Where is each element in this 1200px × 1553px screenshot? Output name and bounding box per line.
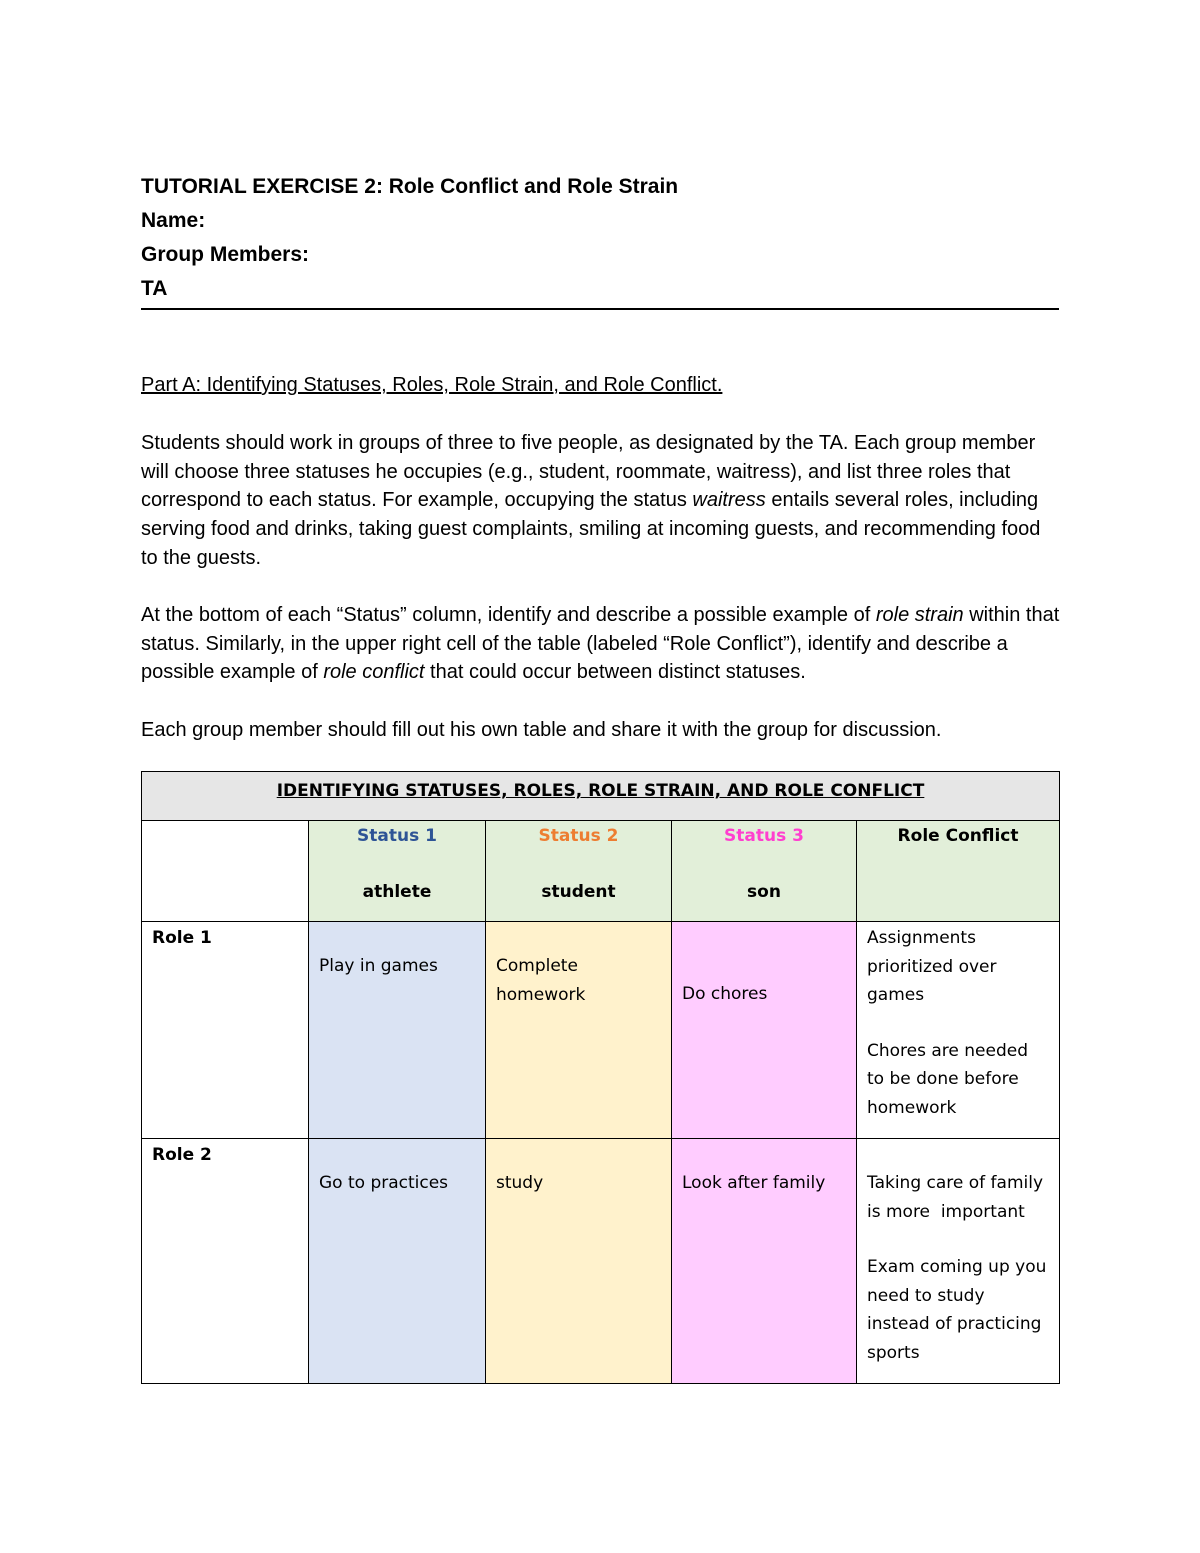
role-1-label: Role 1 <box>142 922 309 1139</box>
instructions-paragraph-2: At the bottom of each “Status” column, identify and describe a possible example of role strain within that status. Similarly, in the upper right cell of the table (labeled “Role Conflict”), identify and describe a possible example of role conflict that could occur between distinct statuses. <box>141 604 1060 684</box>
italic-term-role-strain: role strain <box>875 604 964 626</box>
status-role-table <box>141 771 1060 1384</box>
role-1-conflict-cell <box>857 922 1060 1139</box>
instructions-paragraph-3: Each group member should fill out his own table and share it with the group for discussion. <box>141 719 942 741</box>
status-3-label: Status 3 <box>724 826 804 846</box>
role-2-conflict-text-2: Exam coming up you need to study instead of practicing sports <box>867 1257 1047 1363</box>
italic-term-waitress: waitress <box>692 489 766 512</box>
instructions-paragraph-1: Students should work in groups of three to five people, as designated by the TA. Each group member will choose three statuses he occupies (e.g., student, roommate, waitress), and list three roles that correspond to each status. For example, occupying the status waitress entails several roles, including serving food and drinks, taking guest complaints, smiling at incoming guests, and recommending food to the guests. <box>141 432 1041 569</box>
status-1-header <box>309 821 486 922</box>
ta-label: TA <box>141 277 168 300</box>
status-1-label: Status 1 <box>357 826 437 846</box>
document-header <box>141 170 1059 310</box>
role-1-conflict-text-1: Assignments prioritized over games <box>867 928 997 1005</box>
role-1-status-2-cell: Complete homework <box>486 922 672 1139</box>
status-3-value: son <box>747 882 781 902</box>
italic-term-role-conflict: role conflict <box>323 661 425 684</box>
role-2-label: Role 2 <box>142 1139 309 1384</box>
status-1-value: athlete <box>362 882 432 902</box>
document-title: TUTORIAL EXERCISE 2: Role Conflict and Role Strain <box>141 175 679 198</box>
status-2-value: student <box>541 882 616 902</box>
role-1-status-1-cell: Play in games <box>309 922 486 1139</box>
role-2-conflict-text-1: Taking care of family is more important <box>867 1173 1049 1222</box>
role-conflict-header <box>857 821 1060 922</box>
name-label: Name: <box>141 209 206 232</box>
role-1-status-3-cell: Do chores <box>672 922 857 1139</box>
status-2-header <box>486 821 672 922</box>
status-3-header <box>672 821 857 922</box>
role-2-status-3-cell: Look after family <box>672 1139 857 1384</box>
role-conflict-label: Role Conflict <box>897 826 1019 846</box>
role-2-status-1-cell: Go to practices <box>309 1139 486 1384</box>
empty-corner-cell <box>142 821 309 922</box>
role-2-status-2-cell: study <box>486 1139 672 1384</box>
role-1-conflict-text-2: Chores are needed to be done before homework <box>867 1040 1029 1118</box>
group-members-label: Group Members: <box>141 243 310 266</box>
part-a-heading: Part A: Identifying Statuses, Roles, Role Strain, and Role Conflict. <box>141 374 723 396</box>
role-2-conflict-cell <box>857 1139 1060 1384</box>
status-2-label: Status 2 <box>538 826 619 846</box>
table-title: IDENTIFYING STATUSES, ROLES, ROLE STRAIN, AND ROLE CONFLICT <box>142 772 1060 821</box>
